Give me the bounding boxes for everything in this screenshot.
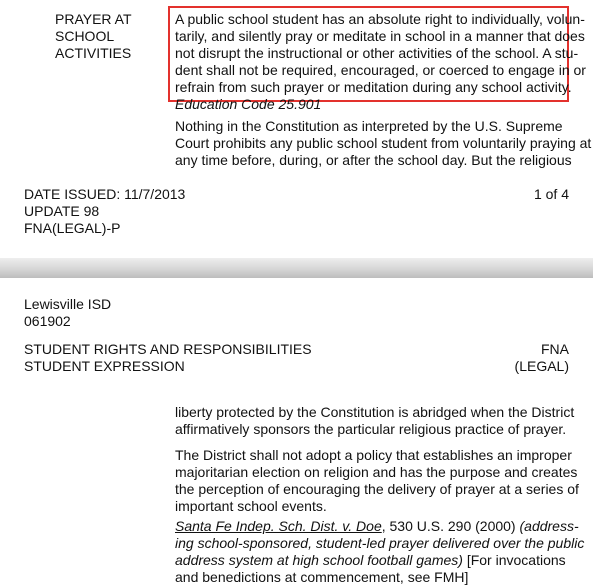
paragraph-line: Nothing in the Constitution as interpreted by the U.S. Supreme xyxy=(175,118,563,134)
district-name: Lewisville ISD xyxy=(24,296,112,312)
paragraph-line: dent shall not be required, encouraged, or coerced to engage in or xyxy=(175,62,586,78)
case-note-line: ing school-sponsored, student-led prayer delivered over the public xyxy=(175,535,585,551)
paragraph-line: the perception of encouraging the delivery of prayer at a series of xyxy=(175,481,579,497)
paragraph-line: any time before, during, or after the school day. But the religious xyxy=(175,152,572,168)
side-label-line: SCHOOL xyxy=(55,28,115,44)
side-label-line: ACTIVITIES xyxy=(55,45,132,61)
case-line xyxy=(175,552,570,569)
highlighted-paragraph xyxy=(175,11,586,113)
constitution-paragraph xyxy=(175,118,592,169)
date-issued: DATE ISSUED: 11/7/2013 xyxy=(24,186,186,202)
section-side-label xyxy=(55,11,155,62)
majoritarian-paragraph xyxy=(175,447,579,515)
page-number: 1 of 4 xyxy=(533,186,569,202)
paragraph-line: liberty protected by the Constitution is abridged when the District xyxy=(175,404,575,420)
paragraph-line: Court prohibits any public school student from voluntarily praying at xyxy=(175,135,592,151)
paragraph-line: important school events. xyxy=(175,498,327,514)
liberty-paragraph xyxy=(175,404,575,438)
cross-reference-start: [For invocations xyxy=(462,552,566,568)
page-footer xyxy=(24,186,185,237)
case-name: Santa Fe Indep. Sch. Dist. v. Doe xyxy=(175,518,382,534)
paragraph-line: not disrupt the instructional or other activities of the school. A stu- xyxy=(175,45,579,61)
side-label-line: PRAYER AT xyxy=(55,11,132,27)
page-separator xyxy=(0,258,593,278)
paragraph-line: refrain from such prayer or meditation during any school activity. xyxy=(175,79,572,95)
case-line xyxy=(175,518,579,535)
paragraph-line: The District shall not adopt a policy that establishes an improper xyxy=(175,447,572,463)
case-citation-paragraph xyxy=(175,518,585,586)
case-note-start: (address- xyxy=(519,518,579,534)
paragraph-line: tarily, and silently pray or meditate in school in a manner that does xyxy=(175,28,585,44)
district-number: 061902 xyxy=(24,313,71,329)
footer-policy-code: FNA(LEGAL)-P xyxy=(24,220,121,236)
case-note-end: address system at high school football games) xyxy=(175,552,463,568)
cross-reference-line: and benedictions at commencement, see FMH] xyxy=(175,569,469,585)
paragraph-line: affirmatively sponsors the particular religious practice of prayer. xyxy=(175,421,567,437)
education-code-citation: Education Code 25.901 xyxy=(175,96,322,112)
paragraph-line: A public school student has an absolute right to individually, volun- xyxy=(175,11,585,27)
section-subtitle: STUDENT EXPRESSION xyxy=(24,358,185,374)
paragraph-line: majoritarian election on religion and has the purpose and creates xyxy=(175,464,578,480)
section-title: STUDENT RIGHTS AND RESPONSIBILITIES xyxy=(24,341,312,357)
section-headings xyxy=(24,341,312,375)
update-number: UPDATE 98 xyxy=(24,203,100,219)
policy-type: (LEGAL) xyxy=(514,358,569,374)
policy-code-block xyxy=(515,341,569,375)
case-cite: , 530 U.S. 290 (2000) xyxy=(381,518,520,534)
policy-code: FNA xyxy=(541,341,569,357)
district-header xyxy=(24,296,111,330)
